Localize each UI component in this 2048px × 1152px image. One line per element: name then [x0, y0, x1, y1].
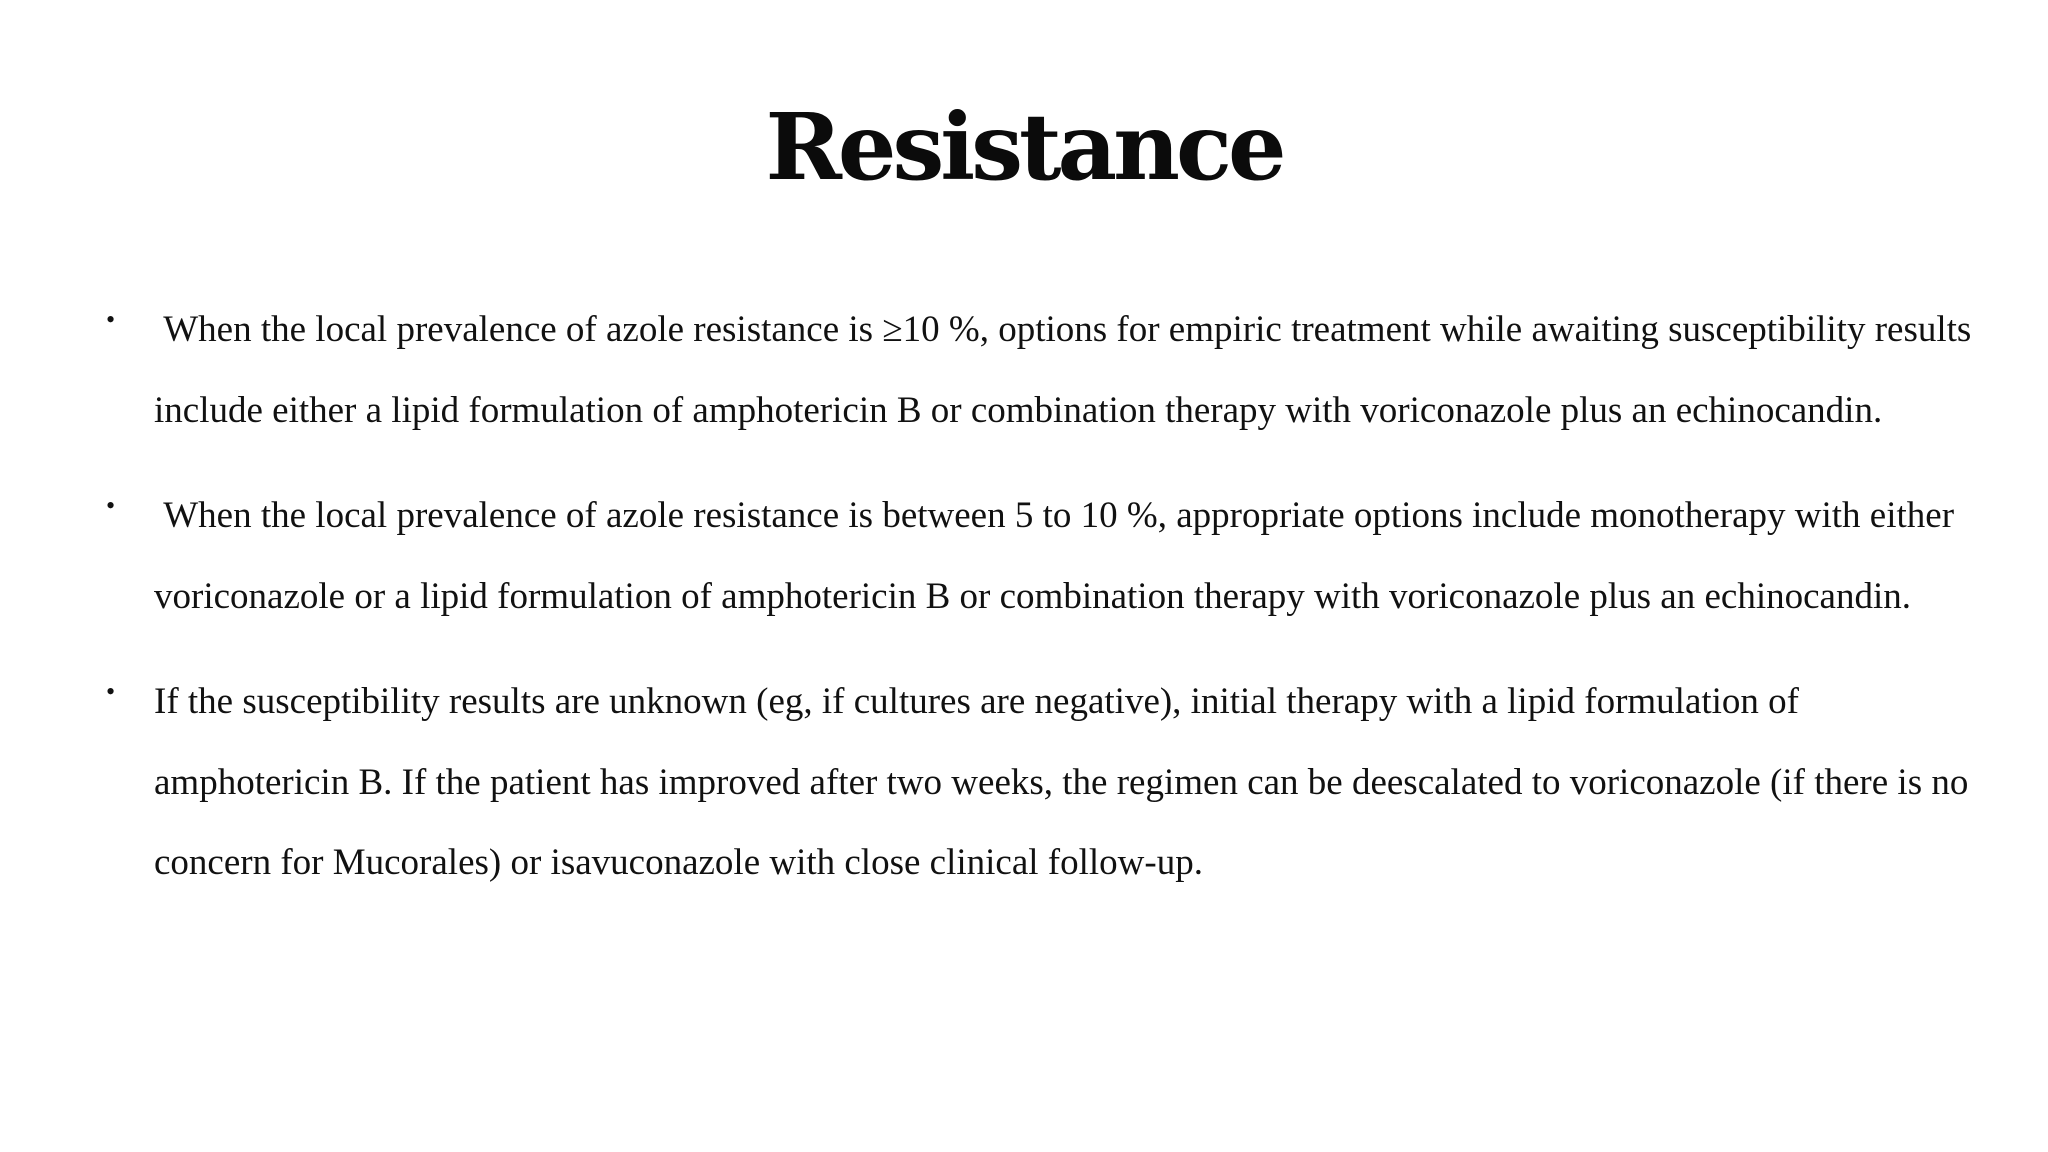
- slide-title: Resistance: [765, 93, 1283, 201]
- bullet-item: [106, 476, 1996, 637]
- bullet-text: If the susceptibility results are unknown (eg, if cultures are negative), initial therapy with a lipid formulation of amphotericin B. If the patient has improved after two weeks, the regimen can be deescalated to voriconazole (if there is no concern for Mucorales) or isavuconazole with close clinical follow-up.: [154, 681, 1978, 883]
- bullet-item: [106, 662, 1996, 904]
- bullet-item: [106, 290, 1996, 451]
- bullet-list: [106, 290, 1996, 929]
- bullet-text: When the local prevalence of azole resistance is between 5 to 10 %, appropriate options include monotherapy with either voriconazole or a lipid formulation of amphotericin B or combination therapy with voriconazole plus an echinocandin.: [154, 495, 1964, 617]
- bullet-text: When the local prevalence of azole resistance is ≥10 %, options for empiric treatment while awaiting susceptibility results include either a lipid formulation of amphotericin B or combination therapy with voriconazole plus an echinocandin.: [154, 309, 1981, 431]
- bullet-marker: •: [106, 305, 116, 334]
- bullet-marker: •: [106, 677, 116, 706]
- bullet-marker: •: [106, 491, 116, 520]
